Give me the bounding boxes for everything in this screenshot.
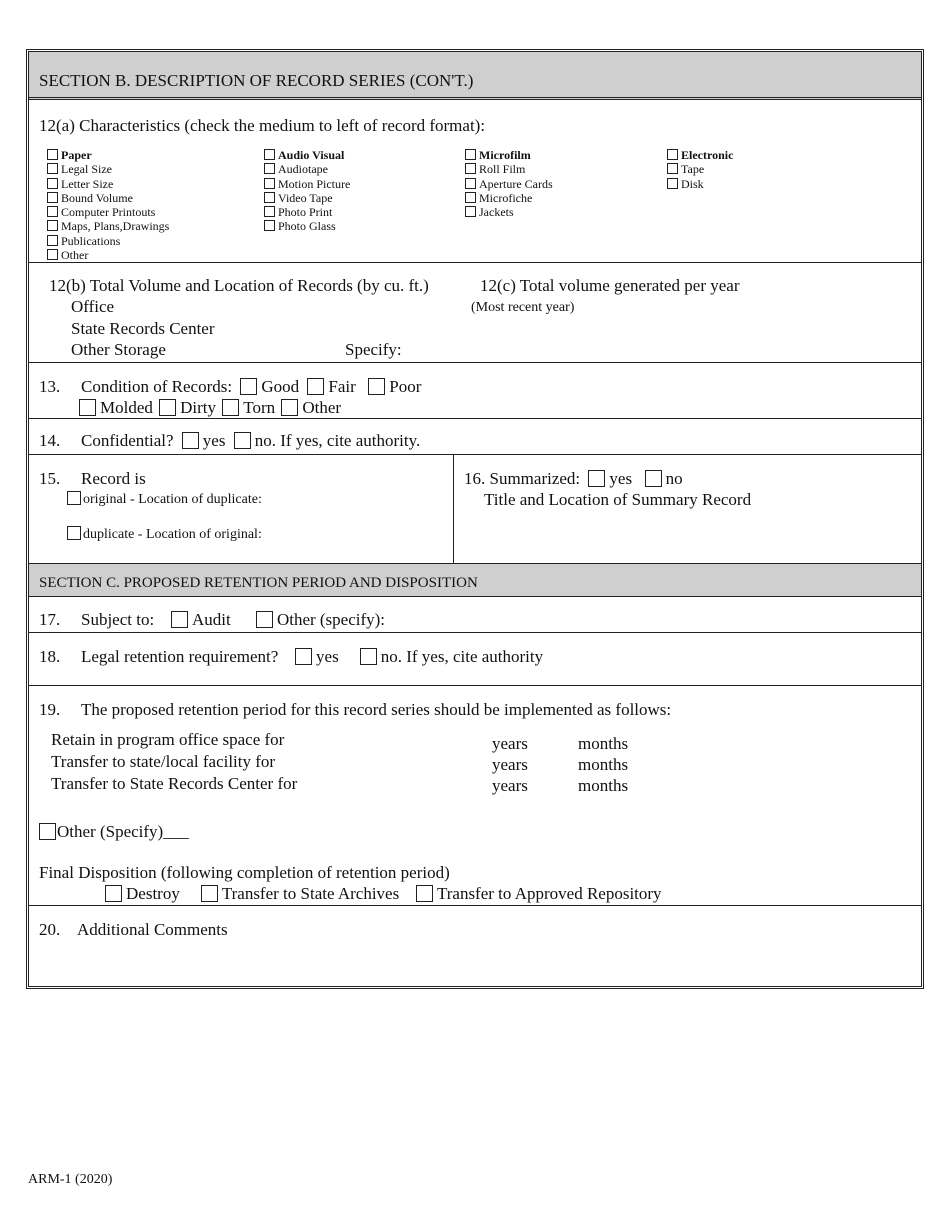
record-type-section bbox=[29, 455, 921, 564]
subject-to-number: 17. bbox=[39, 610, 61, 629]
letter-size-checkbox[interactable] bbox=[47, 178, 58, 189]
photo-print-checkbox[interactable] bbox=[264, 206, 275, 217]
photo-glass-checkbox[interactable] bbox=[264, 220, 275, 231]
torn-checkbox[interactable] bbox=[222, 399, 239, 416]
office-label[interactable]: Office bbox=[71, 297, 115, 316]
retain-office-years[interactable]: years bbox=[492, 734, 528, 753]
audit-checkbox[interactable] bbox=[171, 611, 188, 628]
disk-option[interactable]: Disk bbox=[667, 177, 733, 191]
record-is-number: 15. bbox=[39, 469, 61, 488]
subject-to-section bbox=[29, 597, 921, 633]
legal-yes-label: yes bbox=[316, 647, 339, 666]
state-archives-label: Transfer to State Archives bbox=[221, 884, 400, 903]
legal-no-checkbox[interactable] bbox=[360, 648, 377, 665]
summary-record-label: Title and Location of Summary Record bbox=[484, 490, 752, 509]
photo-glass-option[interactable]: Photo Glass bbox=[264, 219, 350, 233]
transfer-local-years[interactable]: years bbox=[492, 755, 528, 774]
confidential-section bbox=[29, 419, 921, 455]
other-condition-checkbox[interactable] bbox=[281, 399, 298, 416]
condition-section bbox=[29, 363, 921, 419]
other-condition-label: Other bbox=[302, 398, 342, 417]
retention-label: The proposed retention period for this record series should be implemented as follows: bbox=[81, 700, 672, 719]
bound-volume-checkbox[interactable] bbox=[47, 192, 58, 203]
electronic-header[interactable]: Electronic bbox=[667, 148, 733, 162]
summarized-yes-checkbox[interactable] bbox=[588, 470, 605, 487]
roll-film-option[interactable]: Roll Film bbox=[465, 162, 553, 176]
legal-retention-number: 18. bbox=[39, 647, 61, 666]
subject-to-label: Subject to: bbox=[81, 610, 155, 629]
other-specify-label: Other (specify): bbox=[276, 610, 386, 629]
dirty-checkbox[interactable] bbox=[159, 399, 176, 416]
photo-print-option[interactable]: Photo Print bbox=[264, 205, 350, 219]
jackets-option[interactable]: Jackets bbox=[465, 205, 553, 219]
duplicate-label: duplicate - Location of original: bbox=[83, 527, 262, 542]
roll-film-checkbox[interactable] bbox=[465, 163, 476, 174]
retain-office-months[interactable]: months bbox=[578, 734, 629, 753]
condition-label: Condition of Records: bbox=[81, 377, 233, 396]
transfer-local-label: Transfer to state/local facility for bbox=[51, 752, 276, 771]
paper-other-option[interactable]: Other bbox=[47, 248, 169, 262]
aperture-cards-option[interactable]: Aperture Cards bbox=[465, 177, 553, 191]
total-volume-label: 12(b) Total Volume and Location of Records (by cu. ft.) bbox=[49, 276, 429, 295]
paper-column bbox=[47, 148, 169, 262]
dirty-label: Dirty bbox=[180, 398, 217, 417]
tape-option[interactable]: Tape bbox=[667, 162, 733, 176]
section-b-title: SECTION B. DESCRIPTION OF RECORD SERIES (CON'T.) bbox=[39, 71, 474, 90]
disk-checkbox[interactable] bbox=[667, 178, 678, 189]
legal-size-checkbox[interactable] bbox=[47, 163, 58, 174]
poor-label: Poor bbox=[389, 377, 422, 396]
bound-volume-option[interactable]: Bound Volume bbox=[47, 191, 169, 205]
volume-generated-label: 12(c) Total volume generated per year bbox=[480, 276, 740, 295]
molded-label: Molded bbox=[100, 398, 153, 417]
audio-visual-column bbox=[264, 148, 350, 234]
paper-header[interactable]: Paper bbox=[47, 148, 169, 162]
specify-label[interactable]: Specify: bbox=[345, 340, 402, 359]
audit-label: Audit bbox=[191, 610, 231, 629]
electronic-column bbox=[667, 148, 733, 191]
duplicate-checkbox[interactable] bbox=[67, 526, 81, 540]
original-label: original - Location of duplicate: bbox=[83, 492, 262, 507]
other-retention-checkbox[interactable] bbox=[39, 823, 56, 840]
microfilm-checkbox[interactable] bbox=[465, 149, 476, 160]
letter-size-option[interactable]: Letter Size bbox=[47, 177, 169, 191]
retain-office-label: Retain in program office space for bbox=[51, 730, 285, 749]
confidential-yes-label: yes bbox=[202, 431, 226, 450]
transfer-center-years[interactable]: years bbox=[492, 776, 528, 795]
destroy-checkbox[interactable] bbox=[105, 885, 122, 902]
characteristics-section bbox=[29, 100, 921, 263]
transfer-local-months[interactable]: months bbox=[578, 755, 629, 774]
approved-repository-checkbox[interactable] bbox=[416, 885, 433, 902]
comments-section[interactable] bbox=[29, 906, 921, 986]
legal-retention-label: Legal retention requirement? bbox=[81, 647, 279, 666]
comments-label: Additional Comments bbox=[77, 920, 228, 939]
transfer-center-months[interactable]: months bbox=[578, 776, 629, 795]
audiotape-option[interactable]: Audiotape bbox=[264, 162, 350, 176]
microfilm-header[interactable]: Microfilm bbox=[465, 148, 553, 162]
other-retention-option[interactable] bbox=[39, 822, 189, 842]
confidential-no-label: no. If yes, cite authority. bbox=[254, 431, 421, 450]
video-tape-checkbox[interactable] bbox=[264, 192, 275, 203]
original-checkbox[interactable] bbox=[67, 491, 81, 505]
audiotape-checkbox[interactable] bbox=[264, 163, 275, 174]
audio-visual-header[interactable]: Audio Visual bbox=[264, 148, 350, 162]
other-storage-label[interactable]: Other Storage bbox=[71, 340, 166, 359]
summarized-no-checkbox[interactable] bbox=[645, 470, 662, 487]
publications-checkbox[interactable] bbox=[47, 235, 58, 246]
computer-printouts-option[interactable]: Computer Printouts bbox=[47, 205, 169, 219]
audio-visual-checkbox[interactable] bbox=[264, 149, 275, 160]
subject-to-line bbox=[81, 610, 385, 630]
paper-checkbox[interactable] bbox=[47, 149, 58, 160]
confidential-no-checkbox[interactable] bbox=[234, 432, 251, 449]
characteristics-label: 12(a) Characteristics (check the medium to left of record format): bbox=[39, 116, 486, 135]
microfiche-checkbox[interactable] bbox=[465, 192, 476, 203]
electronic-checkbox[interactable] bbox=[667, 149, 678, 160]
summarized-yes-label: yes bbox=[609, 469, 633, 488]
state-archives-checkbox[interactable] bbox=[201, 885, 218, 902]
video-tape-option[interactable]: Video Tape bbox=[264, 191, 350, 205]
other-specify-checkbox[interactable] bbox=[256, 611, 273, 628]
fair-checkbox[interactable] bbox=[307, 378, 324, 395]
section-b-header bbox=[29, 52, 921, 100]
fair-label: Fair bbox=[328, 377, 356, 396]
microfilm-column bbox=[465, 148, 553, 219]
summarized-label: 16. Summarized: bbox=[464, 469, 581, 488]
maps-plans-option[interactable]: Maps, Plans,Drawings bbox=[47, 219, 169, 233]
destroy-label: Destroy bbox=[126, 884, 180, 903]
transfer-center-label: Transfer to State Records Center for bbox=[51, 774, 298, 793]
state-records-center-label[interactable]: State Records Center bbox=[71, 319, 215, 338]
condition-row-1 bbox=[81, 377, 421, 397]
final-disposition-options bbox=[101, 884, 662, 904]
maps-plans-checkbox[interactable] bbox=[47, 220, 58, 231]
paper-other-checkbox[interactable] bbox=[47, 249, 58, 260]
final-disposition-label: Final Disposition (following completion of retention period) bbox=[39, 863, 450, 882]
approved-repository-label: Transfer to Approved Repository bbox=[436, 884, 662, 903]
record-series-form bbox=[26, 49, 924, 989]
summarized-no-label: no bbox=[665, 469, 683, 488]
good-label: Good bbox=[261, 377, 300, 396]
volume-location-section bbox=[29, 263, 921, 363]
motion-picture-checkbox[interactable] bbox=[264, 178, 275, 189]
other-retention-label: Other (Specify)___ bbox=[57, 822, 189, 841]
condition-number: 13. bbox=[39, 377, 61, 396]
legal-retention-section bbox=[29, 633, 921, 686]
duplicate-option[interactable] bbox=[67, 526, 262, 543]
tape-checkbox[interactable] bbox=[667, 163, 678, 174]
original-option[interactable] bbox=[67, 491, 262, 508]
torn-label: Torn bbox=[243, 398, 276, 417]
confidential-number: 14. bbox=[39, 431, 61, 450]
confidential-yes-checkbox[interactable] bbox=[182, 432, 199, 449]
publications-option[interactable]: Publications bbox=[47, 234, 169, 248]
legal-no-label: no. If yes, cite authority bbox=[380, 647, 544, 666]
condition-row-2 bbox=[75, 398, 341, 418]
legal-size-option[interactable]: Legal Size bbox=[47, 162, 169, 176]
legal-retention-line bbox=[81, 647, 543, 667]
retention-number: 19. bbox=[39, 700, 61, 719]
summarized-line bbox=[464, 469, 683, 489]
form-id-footer: ARM-1 (2020) bbox=[28, 1172, 113, 1187]
column-divider bbox=[453, 455, 454, 563]
section-c-title: SECTION C. PROPOSED RETENTION PERIOD AND DISPOSITION bbox=[39, 575, 478, 591]
jackets-checkbox[interactable] bbox=[465, 206, 476, 217]
computer-printouts-checkbox[interactable] bbox=[47, 206, 58, 217]
motion-picture-option[interactable]: Motion Picture bbox=[264, 177, 350, 191]
section-c-header bbox=[29, 564, 921, 597]
molded-checkbox[interactable] bbox=[79, 399, 96, 416]
legal-yes-checkbox[interactable] bbox=[295, 648, 312, 665]
most-recent-year-note: (Most recent year) bbox=[471, 300, 575, 315]
aperture-cards-checkbox[interactable] bbox=[465, 178, 476, 189]
retention-period-section bbox=[29, 686, 921, 906]
good-checkbox[interactable] bbox=[240, 378, 257, 395]
confidential-label: Confidential? bbox=[81, 431, 174, 450]
poor-checkbox[interactable] bbox=[368, 378, 385, 395]
microfiche-option[interactable]: Microfiche bbox=[465, 191, 553, 205]
comments-number: 20. bbox=[39, 920, 61, 939]
confidential-line bbox=[81, 431, 420, 451]
record-is-label: Record is bbox=[81, 469, 146, 488]
